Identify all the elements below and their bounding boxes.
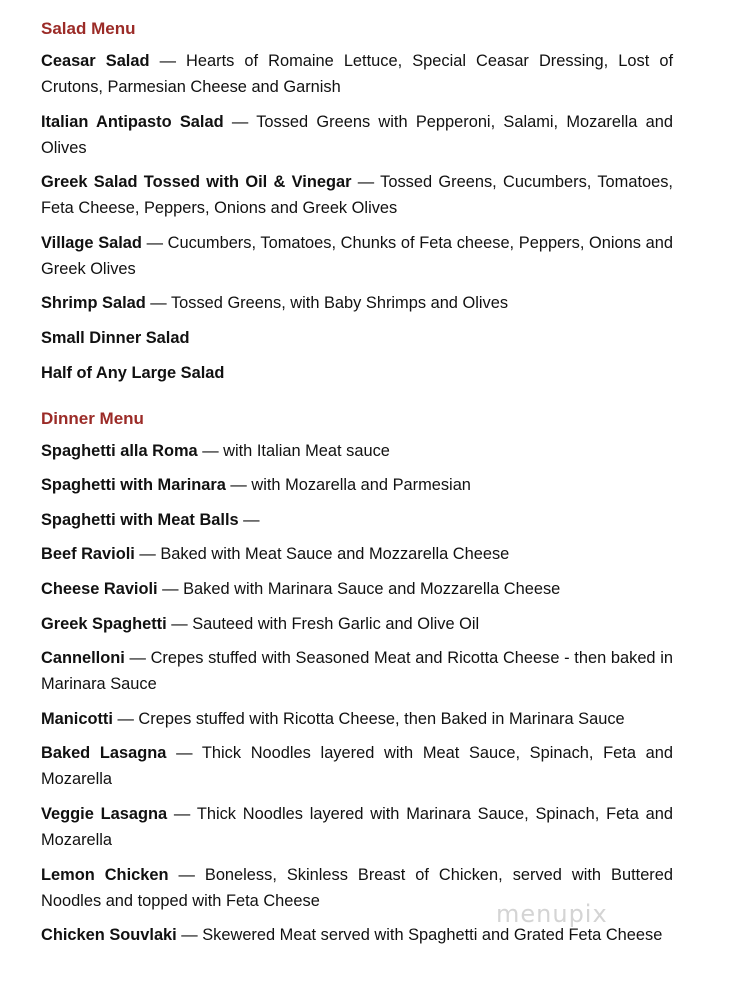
item-name: Italian Antipasto Salad [41,112,224,131]
item-description: — [238,510,260,529]
item-name: Veggie Lasagna [41,804,168,823]
item-description: — Boneless, Skinless Breast of Chicken, served with Buttered Noodles and topped with Feta Cheese [41,865,673,910]
menu-item [41,438,673,464]
item-description: — Sauteed with Fresh Garlic and Olive Oil [166,614,480,633]
item-description: — Baked with Meat Sauce and Mozzarella Cheese [134,545,510,564]
menu-item [41,801,673,853]
item-description: — Tossed Greens, Cucumbers, Tomatoes, Feta Cheese, Peppers, Onions and Greek Olives [41,173,673,218]
menu-page [41,17,673,957]
item-name: Beef Ravioli [41,545,135,564]
item-description: — Tossed Greens, with Baby Shrimps and Olives [145,294,509,313]
item-description: — Tossed Greens with Pepperoni, Salami, Mozarella and Olives [41,112,673,157]
item-description: — Cucumbers, Tomatoes, Chunks of Feta cheese, Peppers, Onions and Greek Olives [41,233,673,278]
dinner-menu-title: Dinner Menu [41,408,144,428]
menu-item [41,576,673,602]
menu-item [41,48,673,100]
menu-item [41,325,673,351]
menu-item [41,740,673,792]
item-name: Greek Spaghetti [41,614,167,633]
menu-item [41,169,673,221]
item-name: Cannelloni [41,649,125,668]
watermark-logo: menupix [496,900,608,928]
dinner-menu-list [41,438,673,949]
item-name: Spaghetti with Marinara [41,476,226,495]
menu-item [41,611,673,637]
item-description: — with Mozarella and Parmesian [225,476,471,495]
menu-item [41,360,673,386]
item-name: Half of Any Large Salad [41,363,225,382]
item-name: Baked Lasagna [41,744,167,763]
item-name: Manicotti [41,709,113,728]
salad-menu-list [41,48,673,386]
item-description: — Thick Noodles layered with Marinara Sauce, Spinach, Feta and Mozarella [41,804,674,849]
item-name: Ceasar Salad [41,52,150,70]
item-name: Greek Salad Tossed with Oil & Vinegar [41,173,352,192]
item-name: Spaghetti with Meat Balls [41,510,239,529]
item-name: Chicken Souvlaki [41,926,177,945]
menu-item [41,541,673,567]
item-description: — with Italian Meat sauce [197,441,390,460]
menu-item [41,230,673,282]
menu-item [41,645,673,697]
item-description: — Baked with Marinara Sauce and Mozzarella Cheese [157,579,561,598]
item-name: Lemon Chicken [41,865,169,884]
menu-item [41,507,673,533]
item-name: Cheese Ravioli [41,579,158,598]
item-name: Village Salad [41,233,142,252]
item-name: Shrimp Salad [41,294,146,313]
item-name: Spaghetti alla Roma [41,441,198,460]
menu-item [41,290,673,316]
item-description: — Hearts of Romaine Lettuce, Special Ceasar Dressing, Lost of Crutons, Parmesian Cheese and Garnish [41,52,674,96]
item-name: Small Dinner Salad [41,328,190,347]
menu-item [41,472,673,498]
item-description: — Thick Noodles layered with Meat Sauce, Spinach, Feta and Mozarella [41,744,674,789]
item-description: — Skewered Meat served with Spaghetti and Grated Feta Cheese [176,926,663,945]
item-description: — Crepes stuffed with Seasoned Meat and Ricotta Cheese - then baked in Marinara Sauce [41,649,673,694]
menu-item [41,109,673,161]
item-description: — Crepes stuffed with Ricotta Cheese, then Baked in Marinara Sauce [112,709,625,728]
salad-menu-title: Salad Menu [41,19,136,38]
menu-item [41,706,673,732]
